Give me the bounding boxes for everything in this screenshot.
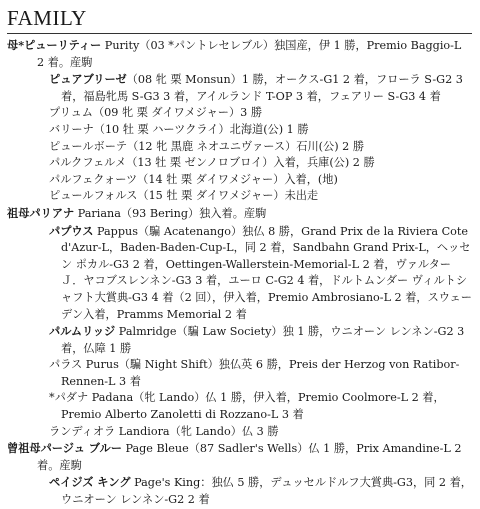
entry-text: （08 牝 栗 Monsun）1 勝，オークス-G1 2 着，フローラ S-G2 3 着，福島牝馬 S-G3 3 着，アイルランド T-OP 3 着，フェアリー S-G3 4 着 [61, 73, 463, 103]
family-entry-granddam [7, 205, 472, 223]
entry-text: Purity（03 *パントレセレブル）独国産，伊 1 勝，Premio Baggio-L 2 着。産駒 [37, 39, 462, 69]
family-entry-mother [7, 37, 472, 71]
entry-horse-name: パプウス [49, 223, 94, 238]
family-entry-child-4 [7, 139, 472, 156]
family-entry-child-3 [7, 122, 472, 139]
entry-text: ピュールフォルス（15 牡 栗 ダイワメジャー）未出走 [49, 189, 319, 203]
entry-horse-name: パリアナ [29, 205, 75, 220]
entry-text: Pappus（騙 Acatenango）独仏 8 勝，Grand Prix de la Riviera Cote d'Azur-L，Baden-Baden-Cup-L，同 2 着，Sandbahn Grand Prix-L，ヘッセン ポカル-G3 2 着，Oettingen-Wallerstein-Memorial-L 2 着，ヴァルター Ｊ．ヤコブスレンネン-G3 3 着，ユーロ C-G2 4 着，ドルトムンダー ヴィルトシャフト大賞典-G3 4 着（2 回），伊入着，Premio Ambrosiano-L 2 着，スウェーデン入着，Pramms Memorial 2 着 [61, 224, 472, 321]
entry-horse-name: パージュ ブルー [40, 441, 122, 456]
entry-horse-name: パルムリッジ [49, 324, 116, 339]
family-entry-gd-child-4 [7, 390, 472, 423]
family-entry-child-6 [7, 172, 472, 189]
family-entry-gd-child-5 [7, 424, 472, 441]
entry-role: 曾祖母 [7, 441, 41, 456]
family-entry-child-2 [7, 105, 472, 122]
family-entry-gd-child-2 [7, 323, 472, 357]
entry-text: プリュム（09 牝 栗 ダイワメジャー）3 勝 [49, 106, 263, 120]
entry-text: ランディオラ Landiora（牝 Lando）仏 3 勝 [49, 424, 279, 438]
entry-text: ピュールボーテ（12 牝 黒鹿 ネオユニヴァース）石川(公) 2 勝 [49, 139, 365, 153]
entry-text: Pariana（93 Bering）独入着。産駒 [74, 206, 267, 220]
family-entry-gd-child-3 [7, 357, 472, 390]
entry-role: 母 [7, 38, 19, 52]
entry-text: *パダナ Padana（牝 Lando）仏 1 勝，伊入着，Premio Coolmore-L 2 着，Premio Alberto Zanoletti di Rozzano-L 3 着 [49, 391, 445, 422]
family-entries [7, 37, 472, 509]
entry-role: 祖母 [7, 205, 30, 220]
entry-horse-name: ピュアブリーゼ [49, 72, 127, 87]
family-entry-gd-child-1 [7, 223, 472, 324]
entry-text: パルフェクォーツ（14 牡 栗 ダイワメジャー）入着，(地) [49, 172, 338, 186]
entry-horse-name: *ピューリティー [18, 38, 102, 52]
family-entry-child-1 [7, 71, 472, 105]
entry-text: Page Bleue（87 Sadler's Wells）仏 1 勝，Prix Amandine-L 2 着。産駒 [37, 442, 462, 472]
entry-text: バリーナ（10 牡 栗 ハーツクライ）北海道(公) 1 勝 [49, 122, 309, 136]
entry-horse-name: ペイジズ キング [49, 475, 131, 490]
family-entry-ggd-child-1 [7, 474, 472, 508]
family-entry-child-5 [7, 155, 472, 172]
family-entry-great-granddam [7, 440, 472, 474]
entry-text: Page's King：独仏 5 勝，デュッセルドルフ大賞典-G3，同 2 着，ウニオーン レンネン-G2 2 着 [61, 476, 472, 507]
entry-text: Palmridge（騙 Law Society）独 1 勝，ウニオーン レンネン-G2 3 着，仏障 1 勝 [61, 325, 465, 355]
section-title: FAMILY [7, 6, 472, 34]
family-entry-child-7 [7, 188, 472, 205]
entry-text: パルクフェルメ（13 牡 栗 ゼンノロブロイ）入着，兵庫(公) 2 勝 [49, 156, 375, 170]
entry-text: パラス Purus（騙 Night Shift）独仏英 6 勝，Preis der Herzog von Ratibor-Rennen-L 3 着 [49, 358, 460, 388]
